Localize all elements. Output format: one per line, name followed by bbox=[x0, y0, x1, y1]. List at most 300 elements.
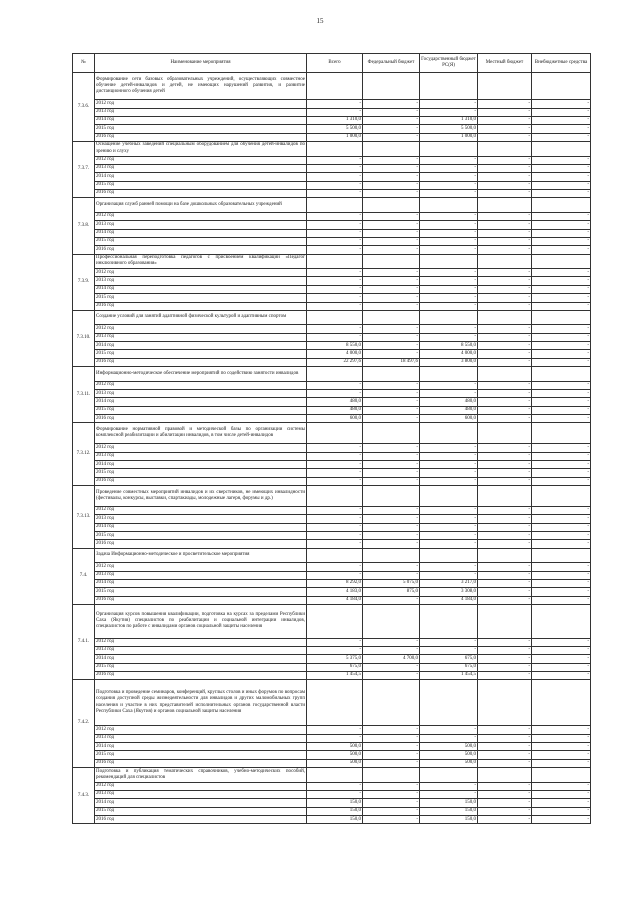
table-row bbox=[73, 743, 591, 751]
section-title: Организация курсов повышения квалификации, подготовка на курсах за пределами Республики Саха (Якутия) специалистов по реабилитации и социальной интеграции инвалидов, специалистов по работе с инвалидами органов социальной защиты населения bbox=[95, 605, 307, 639]
local-value: - bbox=[478, 125, 532, 133]
empty-cell bbox=[363, 548, 420, 563]
empty-cell bbox=[478, 254, 532, 269]
year-label: 2014 год bbox=[95, 523, 307, 531]
federal-value: - bbox=[363, 799, 420, 807]
empty-cell bbox=[478, 486, 532, 507]
local-value: - bbox=[478, 751, 532, 759]
federal-value: - bbox=[363, 381, 420, 389]
table-row bbox=[73, 477, 591, 485]
empty-cell bbox=[532, 768, 591, 783]
empty-cell bbox=[363, 367, 420, 382]
federal-value: - bbox=[363, 302, 420, 310]
local-value: - bbox=[478, 164, 532, 172]
federal-value: - bbox=[363, 173, 420, 181]
extrabudgetary-value: - bbox=[532, 663, 591, 671]
total-value: - bbox=[307, 181, 363, 189]
federal-value: - bbox=[363, 782, 420, 790]
total-value: 1 454,5 bbox=[307, 671, 363, 679]
extrabudgetary-value: - bbox=[532, 816, 591, 824]
year-label: 2014 год bbox=[95, 229, 307, 237]
local-value: - bbox=[478, 221, 532, 229]
empty-cell bbox=[532, 423, 591, 444]
extrabudgetary-value: - bbox=[532, 563, 591, 571]
federal-value: - bbox=[363, 125, 420, 133]
section-code: 7.3.12. bbox=[73, 423, 95, 486]
table-row bbox=[73, 759, 591, 767]
extrabudgetary-value: - bbox=[532, 164, 591, 172]
state-value: - bbox=[420, 173, 478, 181]
total-value: 150,0 bbox=[307, 816, 363, 824]
state-value: 5 500,0 bbox=[420, 125, 478, 133]
year-label: 2016 год bbox=[95, 540, 307, 548]
year-label: 2015 год bbox=[95, 125, 307, 133]
extrabudgetary-value: - bbox=[532, 751, 591, 759]
year-label: 2016 год bbox=[95, 302, 307, 310]
extrabudgetary-value: - bbox=[532, 406, 591, 414]
local-value: - bbox=[478, 799, 532, 807]
total-value: - bbox=[307, 156, 363, 164]
local-value: - bbox=[478, 285, 532, 293]
table-row bbox=[73, 663, 591, 671]
table-row bbox=[73, 461, 591, 469]
federal-value: - bbox=[363, 506, 420, 514]
state-value: 1 000,0 bbox=[420, 133, 478, 141]
local-value: - bbox=[478, 596, 532, 604]
section-title-row bbox=[73, 254, 591, 269]
local-value: - bbox=[478, 816, 532, 824]
year-label: 2014 год bbox=[95, 655, 307, 663]
empty-cell bbox=[420, 768, 478, 783]
total-value: - bbox=[307, 325, 363, 333]
extrabudgetary-value: - bbox=[532, 671, 591, 679]
extrabudgetary-value: - bbox=[532, 302, 591, 310]
year-label: 2016 год bbox=[95, 246, 307, 254]
year-label: 2012 год bbox=[95, 782, 307, 790]
empty-cell bbox=[478, 605, 532, 639]
state-value: - bbox=[420, 333, 478, 341]
extrabudgetary-value: - bbox=[532, 285, 591, 293]
extrabudgetary-value: - bbox=[532, 212, 591, 220]
section-title-row bbox=[73, 423, 591, 444]
empty-cell bbox=[363, 198, 420, 213]
federal-value: - bbox=[363, 116, 420, 124]
empty-cell bbox=[363, 768, 420, 783]
total-value: 4 183,0 bbox=[307, 588, 363, 596]
state-value: - bbox=[420, 294, 478, 302]
local-value: - bbox=[478, 415, 532, 423]
extrabudgetary-value: - bbox=[532, 415, 591, 423]
empty-cell bbox=[307, 73, 363, 100]
year-label: 2016 год bbox=[95, 596, 307, 604]
extrabudgetary-value: - bbox=[532, 743, 591, 751]
empty-cell bbox=[307, 486, 363, 507]
federal-value: - bbox=[363, 390, 420, 398]
federal-value: - bbox=[363, 540, 420, 548]
federal-value: - bbox=[363, 515, 420, 523]
section-title-row bbox=[73, 198, 591, 213]
empty-cell bbox=[307, 548, 363, 563]
year-label: 2016 год bbox=[95, 133, 307, 141]
table-row bbox=[73, 350, 591, 358]
extrabudgetary-value: - bbox=[532, 173, 591, 181]
federal-value: - bbox=[363, 221, 420, 229]
extrabudgetary-value: - bbox=[532, 469, 591, 477]
state-value: - bbox=[420, 523, 478, 531]
table-row bbox=[73, 726, 591, 734]
state-value: - bbox=[420, 237, 478, 245]
state-value: - bbox=[420, 540, 478, 548]
local-value: - bbox=[478, 189, 532, 197]
empty-cell bbox=[307, 141, 363, 156]
year-label: 2013 год bbox=[95, 390, 307, 398]
extrabudgetary-value: - bbox=[532, 221, 591, 229]
federal-value: 5 075,0 bbox=[363, 579, 420, 587]
table-row bbox=[73, 189, 591, 197]
empty-cell bbox=[420, 548, 478, 563]
local-value: - bbox=[478, 663, 532, 671]
extrabudgetary-value: - bbox=[532, 726, 591, 734]
empty-cell bbox=[478, 768, 532, 783]
local-value: - bbox=[478, 398, 532, 406]
local-value: - bbox=[478, 294, 532, 302]
table-row bbox=[73, 181, 591, 189]
local-value: - bbox=[478, 579, 532, 587]
extrabudgetary-value: - bbox=[532, 156, 591, 164]
year-label: 2015 год bbox=[95, 588, 307, 596]
total-value: 8 292,0 bbox=[307, 579, 363, 587]
table-row bbox=[73, 212, 591, 220]
total-value: - bbox=[307, 246, 363, 254]
table-row bbox=[73, 532, 591, 540]
section-title-row bbox=[73, 310, 591, 325]
total-value: - bbox=[307, 790, 363, 798]
extrabudgetary-value: - bbox=[532, 189, 591, 197]
local-value: - bbox=[478, 277, 532, 285]
table-row bbox=[73, 782, 591, 790]
empty-cell bbox=[363, 254, 420, 269]
state-value: 480,0 bbox=[420, 398, 478, 406]
state-value: - bbox=[420, 100, 478, 108]
extrabudgetary-value: - bbox=[532, 100, 591, 108]
section-title: Подготовка и публикация тематических справочников, учебно-методических пособий, рекомендаций для специалистов bbox=[95, 768, 307, 783]
total-value: - bbox=[307, 237, 363, 245]
section-title-row bbox=[73, 768, 591, 783]
table-row bbox=[73, 125, 591, 133]
federal-value: - bbox=[363, 663, 420, 671]
year-label: 2013 год bbox=[95, 452, 307, 460]
table-row bbox=[73, 638, 591, 646]
table-row bbox=[73, 523, 591, 531]
total-value: - bbox=[307, 571, 363, 579]
federal-value: 18 497,6 bbox=[363, 358, 420, 366]
table-row bbox=[73, 406, 591, 414]
extrabudgetary-value: - bbox=[532, 277, 591, 285]
state-value: 1 310,0 bbox=[420, 116, 478, 124]
extrabudgetary-value: - bbox=[532, 108, 591, 116]
empty-cell bbox=[532, 73, 591, 100]
extrabudgetary-value: - bbox=[532, 350, 591, 358]
total-value: - bbox=[307, 381, 363, 389]
total-value: - bbox=[307, 540, 363, 548]
section-code: 7.3.11. bbox=[73, 367, 95, 423]
table-row bbox=[73, 579, 591, 587]
total-value: - bbox=[307, 221, 363, 229]
local-value: - bbox=[478, 759, 532, 767]
empty-cell bbox=[307, 680, 363, 726]
header-total: Всего bbox=[307, 54, 363, 73]
local-value: - bbox=[478, 469, 532, 477]
year-label: 2014 год bbox=[95, 579, 307, 587]
state-value: - bbox=[420, 452, 478, 460]
table-row bbox=[73, 229, 591, 237]
local-value: - bbox=[478, 116, 532, 124]
local-value: - bbox=[478, 237, 532, 245]
empty-cell bbox=[307, 605, 363, 639]
section-code: 7.3.9. bbox=[73, 254, 95, 310]
local-value: - bbox=[478, 461, 532, 469]
year-label: 2014 год bbox=[95, 173, 307, 181]
table-row bbox=[73, 237, 591, 245]
state-value: - bbox=[420, 390, 478, 398]
section-title: Организация служб ранней помощи на базе дошкольных образовательных учреждений bbox=[95, 198, 307, 213]
total-value: - bbox=[307, 506, 363, 514]
table-row bbox=[73, 164, 591, 172]
local-value: - bbox=[478, 571, 532, 579]
year-label: 2013 год bbox=[95, 108, 307, 116]
empty-cell bbox=[478, 548, 532, 563]
state-value: 500,0 bbox=[420, 759, 478, 767]
federal-value: - bbox=[363, 816, 420, 824]
total-value: - bbox=[307, 277, 363, 285]
federal-value: - bbox=[363, 108, 420, 116]
section-title-row bbox=[73, 486, 591, 507]
federal-value: - bbox=[363, 523, 420, 531]
total-value: - bbox=[307, 269, 363, 277]
year-label: 2016 год bbox=[95, 671, 307, 679]
extrabudgetary-value: - bbox=[532, 638, 591, 646]
total-value: - bbox=[307, 229, 363, 237]
table-row bbox=[73, 734, 591, 742]
extrabudgetary-value: - bbox=[532, 571, 591, 579]
federal-value: - bbox=[363, 563, 420, 571]
extrabudgetary-value: - bbox=[532, 759, 591, 767]
year-label: 2016 год bbox=[95, 759, 307, 767]
empty-cell bbox=[420, 141, 478, 156]
section-title: Профессиональная переподготовка педагогов с присвоением квалификации «Педагог инклюзивного образования» bbox=[95, 254, 307, 269]
total-value: 8 550,0 bbox=[307, 342, 363, 350]
year-label: 2013 год bbox=[95, 734, 307, 742]
table-row bbox=[73, 415, 591, 423]
extrabudgetary-value: - bbox=[532, 523, 591, 531]
local-value: - bbox=[478, 333, 532, 341]
local-value: - bbox=[478, 563, 532, 571]
total-value: - bbox=[307, 452, 363, 460]
table-row bbox=[73, 325, 591, 333]
extrabudgetary-value: - bbox=[532, 452, 591, 460]
header-extrabudgetary: Внебюджетные средства bbox=[532, 54, 591, 73]
table-row bbox=[73, 269, 591, 277]
federal-value: - bbox=[363, 164, 420, 172]
extrabudgetary-value: - bbox=[532, 229, 591, 237]
empty-cell bbox=[532, 198, 591, 213]
section-code: 7.4.1. bbox=[73, 605, 95, 680]
state-value: 675,0 bbox=[420, 655, 478, 663]
year-label: 2012 год bbox=[95, 100, 307, 108]
empty-cell bbox=[363, 605, 420, 639]
empty-cell bbox=[420, 310, 478, 325]
extrabudgetary-value: - bbox=[532, 390, 591, 398]
local-value: - bbox=[478, 358, 532, 366]
local-value: - bbox=[478, 515, 532, 523]
year-label: 2014 год bbox=[95, 461, 307, 469]
empty-cell bbox=[478, 198, 532, 213]
total-value: - bbox=[307, 461, 363, 469]
federal-value: - bbox=[363, 237, 420, 245]
local-value: - bbox=[478, 638, 532, 646]
budget-table bbox=[72, 53, 591, 824]
local-value: - bbox=[478, 390, 532, 398]
state-value: - bbox=[420, 646, 478, 654]
state-value: 150,0 bbox=[420, 807, 478, 815]
local-value: - bbox=[478, 452, 532, 460]
year-label: 2012 год bbox=[95, 638, 307, 646]
state-value: - bbox=[420, 515, 478, 523]
table-row bbox=[73, 655, 591, 663]
table-row bbox=[73, 108, 591, 116]
extrabudgetary-value: - bbox=[532, 790, 591, 798]
state-value: - bbox=[420, 726, 478, 734]
year-label: 2015 год bbox=[95, 181, 307, 189]
empty-cell bbox=[307, 198, 363, 213]
extrabudgetary-value: - bbox=[532, 646, 591, 654]
section-title: Проведение совместных мероприятий инвалидов и их сверстников, не имеющих инвалидности (фестивалы, конкурсы, выставки, спартакиады, молодежные лагеря, форумы и др.) bbox=[95, 486, 307, 507]
section-title-row bbox=[73, 73, 591, 100]
state-value: - bbox=[420, 221, 478, 229]
table-row bbox=[73, 452, 591, 460]
extrabudgetary-value: - bbox=[532, 381, 591, 389]
state-value: - bbox=[420, 285, 478, 293]
federal-value: - bbox=[363, 532, 420, 540]
total-value: - bbox=[307, 100, 363, 108]
federal-value: - bbox=[363, 294, 420, 302]
state-value: 4 184,0 bbox=[420, 596, 478, 604]
state-value: 150,0 bbox=[420, 799, 478, 807]
federal-value: - bbox=[363, 734, 420, 742]
year-label: 2012 год bbox=[95, 726, 307, 734]
extrabudgetary-value: - bbox=[532, 269, 591, 277]
total-value: - bbox=[307, 532, 363, 540]
empty-cell bbox=[420, 198, 478, 213]
total-value: 600,0 bbox=[307, 415, 363, 423]
table-row bbox=[73, 294, 591, 302]
extrabudgetary-value: - bbox=[532, 237, 591, 245]
empty-cell bbox=[532, 367, 591, 382]
header-number: № bbox=[73, 54, 95, 73]
federal-value: - bbox=[363, 212, 420, 220]
section-title-row bbox=[73, 141, 591, 156]
state-value: 8 550,0 bbox=[420, 342, 478, 350]
total-value: - bbox=[307, 515, 363, 523]
extrabudgetary-value: - bbox=[532, 579, 591, 587]
state-value: - bbox=[420, 782, 478, 790]
table-row bbox=[73, 173, 591, 181]
empty-cell bbox=[420, 486, 478, 507]
table-row bbox=[73, 751, 591, 759]
total-value: - bbox=[307, 164, 363, 172]
empty-cell bbox=[478, 367, 532, 382]
state-value: 4 000,0 bbox=[420, 350, 478, 358]
federal-value: - bbox=[363, 461, 420, 469]
federal-value: - bbox=[363, 333, 420, 341]
federal-value: - bbox=[363, 452, 420, 460]
year-label: 2013 год bbox=[95, 221, 307, 229]
state-value: - bbox=[420, 461, 478, 469]
empty-cell bbox=[532, 254, 591, 269]
table-header-row bbox=[73, 54, 591, 73]
extrabudgetary-value: - bbox=[532, 477, 591, 485]
total-value: - bbox=[307, 189, 363, 197]
total-value: 480,0 bbox=[307, 406, 363, 414]
empty-cell bbox=[307, 768, 363, 783]
state-value: 500,0 bbox=[420, 743, 478, 751]
table-row bbox=[73, 571, 591, 579]
section-title: Формирование сети базовых образовательных учреждений, осуществляющих совместное обучение детей-инвалидов и детей, не имеющих нарушений развития, и развитие дистанционного обучения детей bbox=[95, 73, 307, 100]
section-code: 7.3.6. bbox=[73, 73, 95, 142]
local-value: - bbox=[478, 246, 532, 254]
table-row bbox=[73, 506, 591, 514]
state-value: 1 454,5 bbox=[420, 671, 478, 679]
local-value: - bbox=[478, 588, 532, 596]
state-value: 500,0 bbox=[420, 751, 478, 759]
year-label: 2015 год bbox=[95, 294, 307, 302]
year-label: 2012 год bbox=[95, 212, 307, 220]
local-value: - bbox=[478, 807, 532, 815]
empty-cell bbox=[363, 680, 420, 726]
local-value: - bbox=[478, 350, 532, 358]
total-value: - bbox=[307, 173, 363, 181]
state-value: 150,0 bbox=[420, 816, 478, 824]
total-value: - bbox=[307, 563, 363, 571]
local-value: - bbox=[478, 477, 532, 485]
extrabudgetary-value: - bbox=[532, 734, 591, 742]
federal-value: - bbox=[363, 477, 420, 485]
year-label: 2015 год bbox=[95, 237, 307, 245]
table-row bbox=[73, 444, 591, 452]
empty-cell bbox=[420, 423, 478, 444]
local-value: - bbox=[478, 444, 532, 452]
state-value: - bbox=[420, 532, 478, 540]
total-value: - bbox=[307, 782, 363, 790]
header-state-budget: Государственный бюджет РС(Я) bbox=[420, 54, 478, 73]
extrabudgetary-value: - bbox=[532, 116, 591, 124]
table-row bbox=[73, 799, 591, 807]
federal-value: - bbox=[363, 100, 420, 108]
extrabudgetary-value: - bbox=[532, 444, 591, 452]
local-value: - bbox=[478, 229, 532, 237]
table-row bbox=[73, 671, 591, 679]
empty-cell bbox=[307, 367, 363, 382]
table-row bbox=[73, 156, 591, 164]
table-row bbox=[73, 221, 591, 229]
total-value: - bbox=[307, 646, 363, 654]
state-value: - bbox=[420, 571, 478, 579]
section-title: Формирование нормативной правовой и методической базы по организации системы комплексной реабилитации и абилитации инвалидов, в том числе детей-инвалидов bbox=[95, 423, 307, 444]
extrabudgetary-value: - bbox=[532, 782, 591, 790]
state-value: - bbox=[420, 269, 478, 277]
table-row bbox=[73, 116, 591, 124]
empty-cell bbox=[420, 367, 478, 382]
